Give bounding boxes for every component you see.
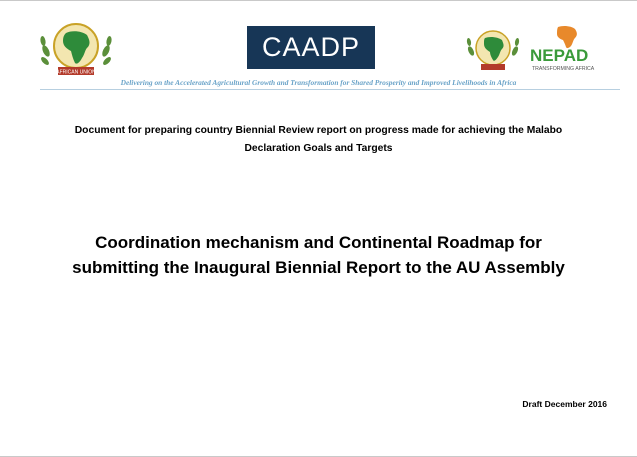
title-line-2: submitting the Inaugural Biennial Report to the AU Assembly — [72, 258, 565, 277]
african-union-emblem-icon — [36, 19, 116, 79]
document-intro — [30, 122, 607, 158]
nepad-africa-map-icon — [557, 26, 577, 48]
draft-date: Draft December 2016 — [522, 399, 607, 409]
african-union-emblem-icon — [463, 27, 523, 73]
svg-text:AFRICAN UNION: AFRICAN UNION — [56, 69, 96, 76]
title-line-1: Coordination mechanism and Continental Roadmap for — [95, 233, 542, 252]
header-divider — [40, 89, 620, 90]
intro-line-1: Document for preparing country Biennial Review report on progress made for achieving the Malabo — [74, 125, 563, 136]
nepad-logo-subtitle: TRANSFORMING AFRICA — [532, 66, 595, 72]
intro-line-2: Declaration Goals and Targets — [244, 143, 393, 154]
document-title — [20, 230, 617, 280]
nepad-logo — [528, 25, 608, 75]
caadp-logo — [247, 26, 375, 69]
caadp-logo-text: CAADP — [261, 32, 361, 62]
nepad-logo-text: NEPAD — [530, 46, 589, 65]
header-tagline: Delivering on the Accelerated Agricultural Growth and Transformation for Shared Prosperity and Improved Livelihoods in Africa — [120, 78, 517, 87]
